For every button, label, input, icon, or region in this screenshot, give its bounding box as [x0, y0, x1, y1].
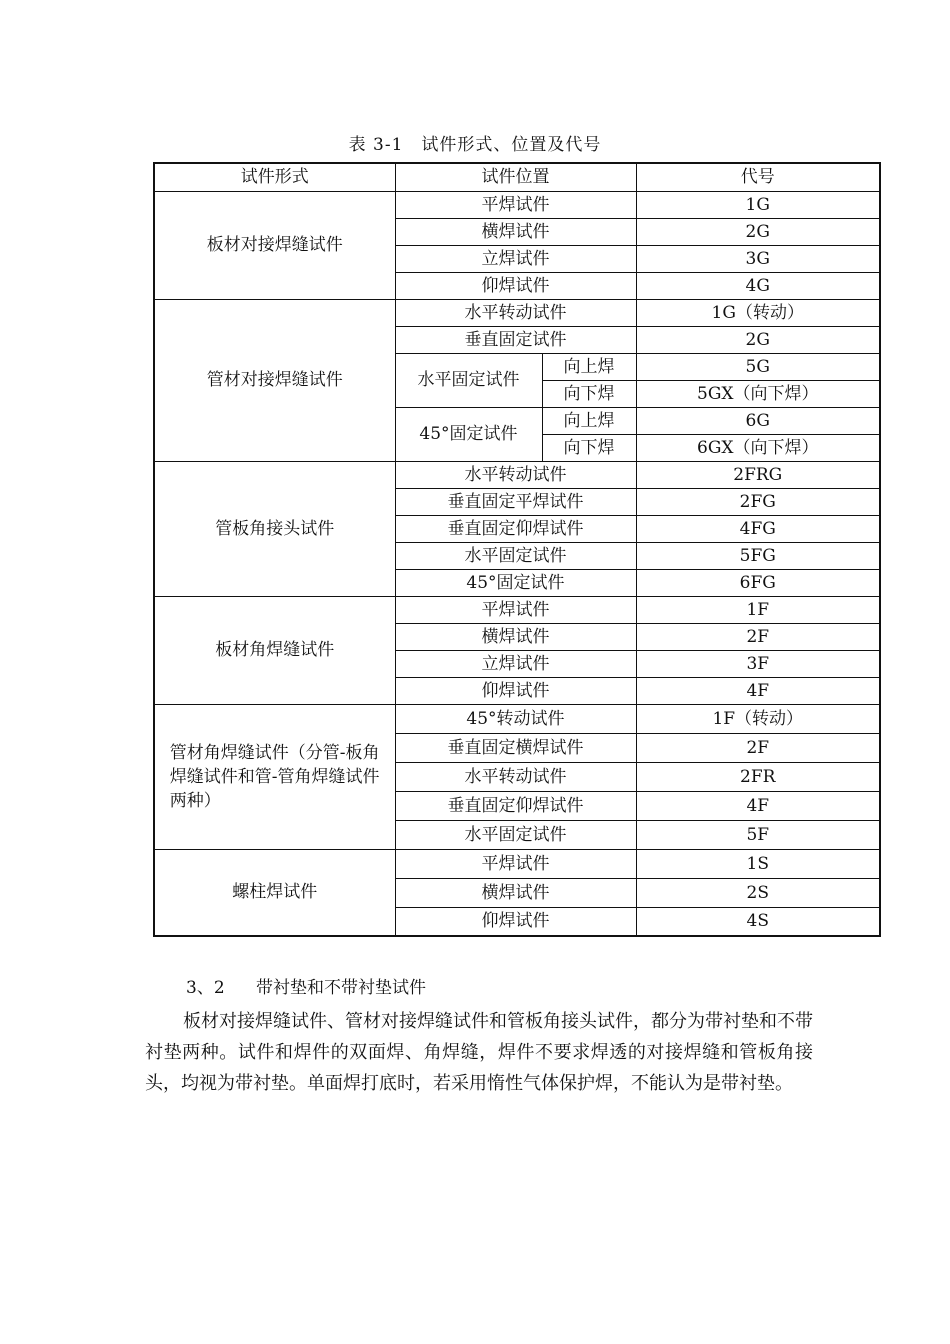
section-heading — [186, 973, 426, 998]
code-cell: 6GX（向下焊） — [636, 434, 880, 461]
table-header-row — [154, 163, 880, 191]
code-cell: 2S — [636, 878, 880, 907]
position-cell: 垂直固定仰焊试件 — [395, 515, 636, 542]
position-cell: 水平固定试件 — [395, 353, 542, 407]
code-cell: 2FG — [636, 488, 880, 515]
position-cell: 垂直固定平焊试件 — [395, 488, 636, 515]
code-cell: 5GX（向下焊） — [636, 380, 880, 407]
section-number: 3、2 — [186, 978, 225, 998]
code-cell: 1S — [636, 849, 880, 878]
code-cell: 3G — [636, 245, 880, 272]
section-title: 带衬垫和不带衬垫试件 — [256, 978, 426, 998]
form-cell: 管板角接头试件 — [154, 461, 395, 596]
position-cell: 垂直固定试件 — [395, 326, 636, 353]
code-cell: 4F — [636, 677, 880, 704]
position-cell: 横焊试件 — [395, 623, 636, 650]
form-cell: 板材对接焊缝试件 — [154, 191, 395, 299]
code-cell: 3F — [636, 650, 880, 677]
code-cell: 5G — [636, 353, 880, 380]
form-cell — [154, 704, 395, 849]
code-cell: 4FG — [636, 515, 880, 542]
position-cell: 45°固定试件 — [395, 407, 542, 461]
position-cell: 水平转动试件 — [395, 461, 636, 488]
code-cell: 6FG — [636, 569, 880, 596]
table-row — [154, 704, 880, 733]
position-cell: 水平转动试件 — [395, 762, 636, 791]
table-row — [154, 849, 880, 878]
code-cell: 4F — [636, 791, 880, 820]
sub-position-cell: 向上焊 — [542, 407, 636, 434]
code-cell: 1F — [636, 596, 880, 623]
code-cell: 2G — [636, 326, 880, 353]
table-row — [154, 461, 880, 488]
position-cell: 仰焊试件 — [395, 677, 636, 704]
code-cell: 2F — [636, 623, 880, 650]
position-cell: 水平固定试件 — [395, 542, 636, 569]
code-cell: 4G — [636, 272, 880, 299]
position-cell: 水平固定试件 — [395, 820, 636, 849]
body-paragraph: 板材对接焊缝试件、管材对接焊缝试件和管板角接头试件，都分为带衬垫和不带衬垫两种。试件和焊件的双面焊、角焊缝，焊件不要求焊透的对接焊缝和管板角接头，均视为带衬垫。单面焊打底时，若采用惰性气体保护焊，不能认为是带衬垫。 — [145, 1011, 813, 1094]
form-cell: 管材对接焊缝试件 — [154, 299, 395, 461]
code-cell: 2G — [636, 218, 880, 245]
code-cell: 4S — [636, 907, 880, 936]
header-code: 代号 — [636, 163, 880, 191]
position-cell: 水平转动试件 — [395, 299, 636, 326]
position-cell: 仰焊试件 — [395, 907, 636, 936]
form-cell: 螺柱焊试件 — [154, 849, 395, 936]
position-cell: 立焊试件 — [395, 245, 636, 272]
header-position: 试件位置 — [395, 163, 636, 191]
table-row — [154, 299, 880, 326]
code-cell: 5F — [636, 820, 880, 849]
position-cell: 45°固定试件 — [395, 569, 636, 596]
position-cell: 45°转动试件 — [395, 704, 636, 733]
code-cell: 2F — [636, 733, 880, 762]
sub-position-cell: 向下焊 — [542, 434, 636, 461]
position-cell: 垂直固定仰焊试件 — [395, 791, 636, 820]
position-cell: 平焊试件 — [395, 596, 636, 623]
position-cell: 垂直固定横焊试件 — [395, 733, 636, 762]
code-cell: 6G — [636, 407, 880, 434]
position-cell: 平焊试件 — [395, 849, 636, 878]
code-cell: 1G — [636, 191, 880, 218]
code-cell: 5FG — [636, 542, 880, 569]
position-cell: 立焊试件 — [395, 650, 636, 677]
position-cell: 平焊试件 — [395, 191, 636, 218]
position-cell: 横焊试件 — [395, 218, 636, 245]
code-cell: 1F（转动） — [636, 704, 880, 733]
code-cell: 2FRG — [636, 461, 880, 488]
specimen-table — [153, 162, 881, 937]
header-form: 试件形式 — [154, 163, 395, 191]
code-cell: 1G（转动） — [636, 299, 880, 326]
sub-position-cell: 向上焊 — [542, 353, 636, 380]
table-row — [154, 191, 880, 218]
position-cell: 横焊试件 — [395, 878, 636, 907]
table-row — [154, 596, 880, 623]
table-caption: 表 3-1 试件形式、位置及代号 — [348, 135, 602, 155]
form-cell: 板材角焊缝试件 — [154, 596, 395, 704]
form-cell-text: 管材角焊缝试件（分管-板角焊缝试件和管-管角焊缝试件两种） — [169, 742, 380, 811]
position-cell: 仰焊试件 — [395, 272, 636, 299]
sub-position-cell: 向下焊 — [542, 380, 636, 407]
code-cell: 2FR — [636, 762, 880, 791]
